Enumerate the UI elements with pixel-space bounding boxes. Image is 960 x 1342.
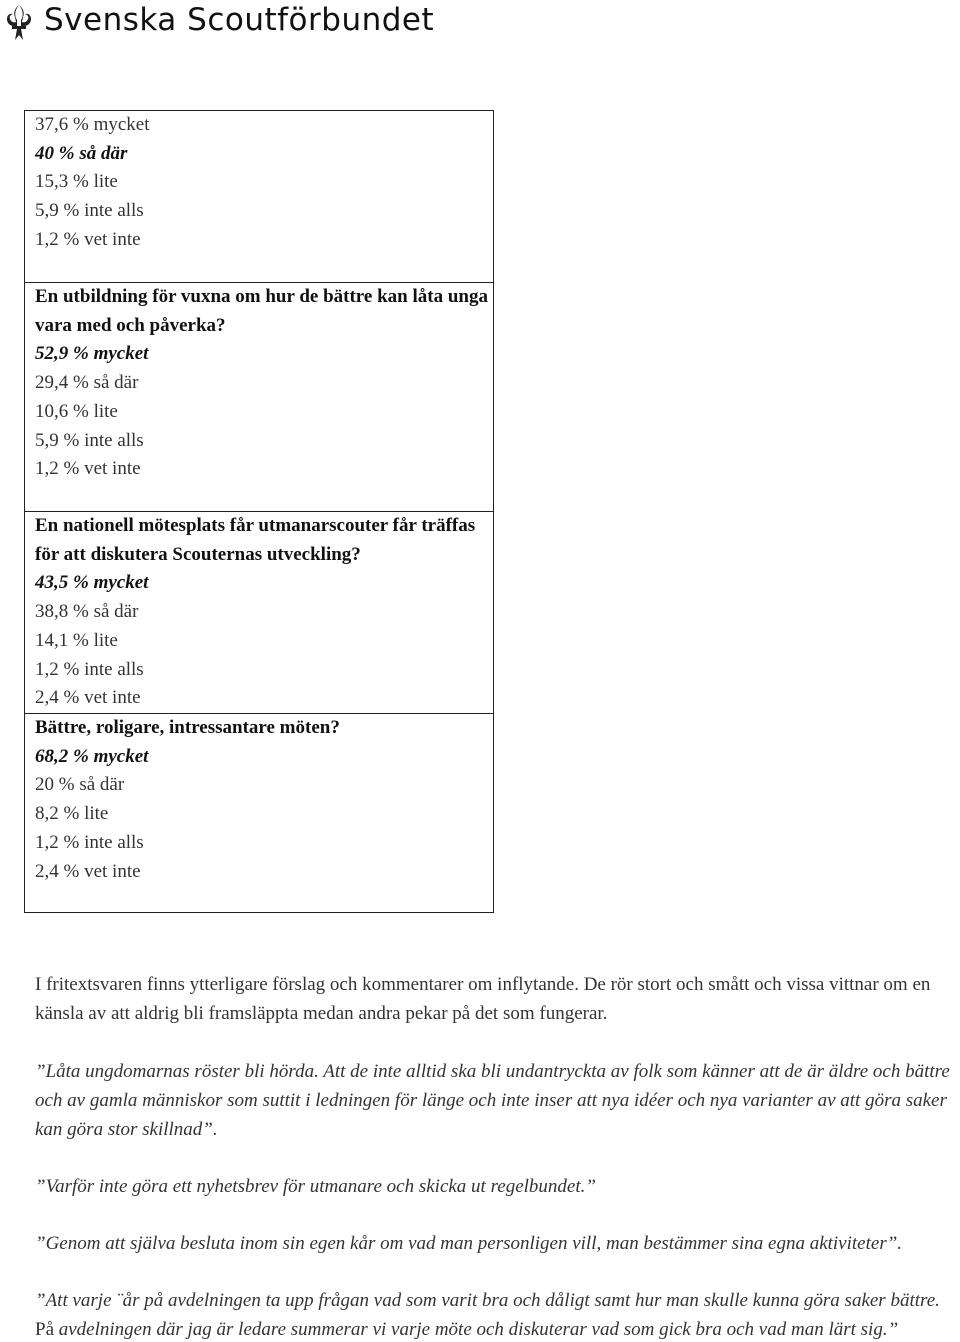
result-block-2 [25, 282, 493, 511]
result-line: 2,4 % vet inte [35, 860, 141, 882]
fleur-de-lis-icon [4, 4, 34, 42]
question-text: En nationell mötesplats får utmanarscouter får träffas för att diskutera Scouternas utveckling? [35, 515, 476, 565]
quote-4-part-3: avdelningen där jag är ledare summerar vi varje möte och diskuterar vad som gick bra och vad man lärt sig.” [58, 1319, 899, 1340]
result-line: 38,8 % så där [35, 601, 139, 623]
result-line: 15,3 % lite [35, 171, 118, 193]
quote-4-part-1: ”Att varje ¨år på avdelningen ta upp frågan vad som varit bra och dåligt samt hur man skulle kunna göra saker bättre. [35, 1290, 940, 1311]
page-header [0, 0, 960, 50]
result-line: 10,6 % lite [35, 400, 118, 422]
quote-4 [35, 1286, 960, 1342]
result-line-highlight: 40 % så där [35, 142, 128, 164]
result-line: 2,4 % vet inte [35, 687, 141, 709]
quote-3: ”Genom att själva besluta inom sin egen kår om vad man personligen vill, man bestämmer sina egna aktiviteter”. [35, 1233, 903, 1254]
body-paragraph: I fritextsvaren finns ytterligare förslag och kommentarer om inflytande. De rör stort och smått och vissa vittnar om en känsla av att aldrig bli framsläppta medan andra pekar på det som fungerar. [35, 974, 931, 1024]
result-line-highlight: 52,9 % mycket [35, 343, 149, 365]
result-block-1 [25, 111, 493, 282]
quote-1: ”Låta ungdomarnas röster bli hörda. Att de inte alltid ska bli undantryckta av folk som känner att de är äldre och bättre och av gamla människor som suttit i ledningen för länge och inte inser att nya idéer och nya varianter av att göra saker kan göra stor skillnad”. [35, 1061, 950, 1140]
result-line: 20 % så där [35, 774, 125, 796]
quote-4-part-2: På [35, 1319, 59, 1340]
result-line: 8,2 % lite [35, 803, 109, 825]
result-line: 1,2 % inte alls [35, 831, 144, 853]
result-block-3 [25, 511, 493, 713]
result-line-highlight: 68,2 % mycket [35, 745, 149, 767]
result-line: 5,9 % inte alls [35, 429, 144, 451]
question-text: En utbildning för vuxna om hur de bättre kan låta unga vara med och påverka? [35, 286, 488, 336]
result-block-4 [25, 713, 493, 912]
logo-text: Svenska Scoutförbundet [44, 2, 435, 38]
quote-2: ”Varför inte göra ett nyhetsbrev för utmanare och skicka ut regelbundet.” [35, 1176, 596, 1197]
question-text: Bättre, roligare, intressantare möten? [35, 717, 340, 738]
result-line: 14,1 % lite [35, 629, 118, 651]
survey-results-table [24, 110, 494, 913]
result-line: 1,2 % inte alls [35, 658, 144, 680]
result-line-highlight: 43,5 % mycket [35, 572, 149, 594]
result-line: 1,2 % vet inte [35, 458, 141, 480]
result-line: 29,4 % så där [35, 372, 139, 394]
result-line: 5,9 % inte alls [35, 200, 144, 222]
result-line: 1,2 % vet inte [35, 228, 141, 250]
result-line: 37,6 % mycket [35, 114, 150, 135]
quote-list [35, 1057, 960, 1342]
